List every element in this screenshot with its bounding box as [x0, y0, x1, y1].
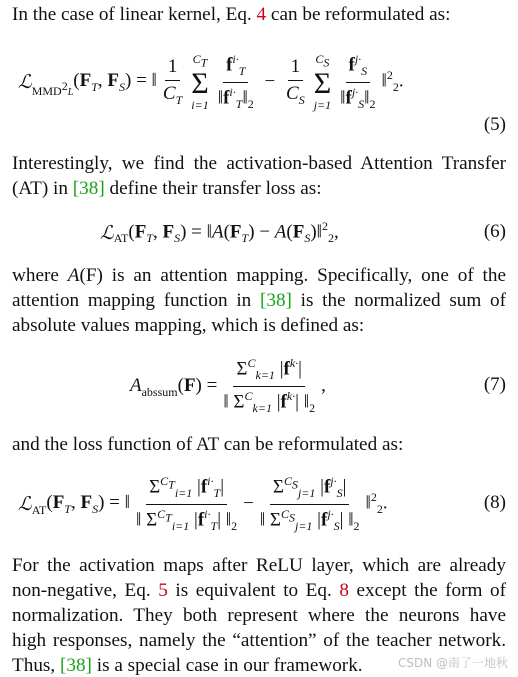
- math-var: A: [67, 265, 80, 286]
- text: (F) is an attention mapping. Specifically, one of the attention mapping function in: [12, 265, 507, 311]
- equation-7: [0, 352, 518, 420]
- equation-ref-link[interactable]: 8: [339, 580, 349, 601]
- paragraph-attention-transfer: [12, 151, 506, 201]
- equation-number: (6): [483, 221, 506, 242]
- text: is the normalized sum of absolute values mapping, which is defined as:: [12, 290, 507, 336]
- equation-6: [0, 218, 518, 248]
- equation-ref-link[interactable]: 5: [158, 580, 168, 601]
- equation-5: [0, 44, 518, 134]
- equation-8-body: ℒ $_{AT}$ ($F_T$, $F_S$) = ‖ $\frac{\Sigma^{C_T}_{i=1} |f^{i\cdot}_T|}{‖ \Sigma^{C_T}_{i=1} |f^{i\cdot}_T| ‖_2}$ − $\frac{\Sigma^{C_S}_{j=1} |f^{j\cdot}_S|}{‖ \Sigma^{C_S}_{j=1} |f^{j\cdot}_S| ‖_2}$ ‖$^2_2$.: [18, 474, 388, 533]
- paragraph-at-loss: [12, 432, 506, 457]
- text: For the activation maps after ReLU layer, which are already non-negative, Eq.: [12, 555, 506, 601]
- equation-8: [0, 468, 518, 540]
- equation-number: (7): [483, 374, 506, 395]
- equation-ref-link[interactable]: 4: [256, 4, 267, 25]
- citation-link[interactable]: [38]: [259, 290, 292, 311]
- equation-5-body: ℒ $_{MMD^2L}$ ($F_T$, $F_S$) = ‖ $\frac{1}{C_T}$ $C_T$ Σ i=1 $\frac{f^{i\cdot}_T}{‖f^{i\cdot}_T‖_2}$ − $\frac{1}{C_S}$ $C_S$ Σ j=1 $\frac{f^{j\cdot}_S}{‖f^{j\cdot}_S‖_2}$ ‖$^2_2$.: [18, 52, 404, 112]
- text: and the loss function of AT can be reformulated as:: [12, 434, 404, 455]
- citation-link[interactable]: [38]: [59, 655, 92, 676]
- equation-number: (8): [483, 492, 506, 513]
- paragraph-linear-kernel: [12, 2, 506, 27]
- paragraph-attention-mapping: [12, 263, 506, 338]
- text: where: [12, 265, 68, 286]
- equation-6-body: ℒ $_{AT}$ ($F_T$, $F_S$) = $‖A(F_T)$ − $A(F_S)‖^2_2$,: [100, 219, 339, 246]
- text: define their transfer loss as:: [104, 178, 322, 199]
- equation-number: (5): [483, 114, 506, 135]
- text: is equivalent to Eq.: [167, 580, 340, 601]
- text: In the case of linear kernel, Eq.: [12, 4, 257, 25]
- equation-7-body: A $_{abssum}$ (F) = $\frac{\Sigma^C_{k=1} |f^{k\cdot}|}{‖ \Sigma^C_{k=1} |f^{k\cdot}| ‖_2}$ ,: [130, 356, 326, 415]
- watermark: CSDN @南了一地秋: [397, 656, 508, 670]
- text: is a special case in our framework.: [91, 655, 363, 676]
- citation-link[interactable]: [38]: [72, 178, 105, 199]
- text: can be reformulated as:: [266, 4, 451, 25]
- text: except the form of normalization. They both represent where the neurons have high responses, namely the “attention” of the teacher network. Thus,: [12, 580, 506, 676]
- text: Interestingly, we find the activation-based Attention Transfer (AT) in: [12, 153, 506, 199]
